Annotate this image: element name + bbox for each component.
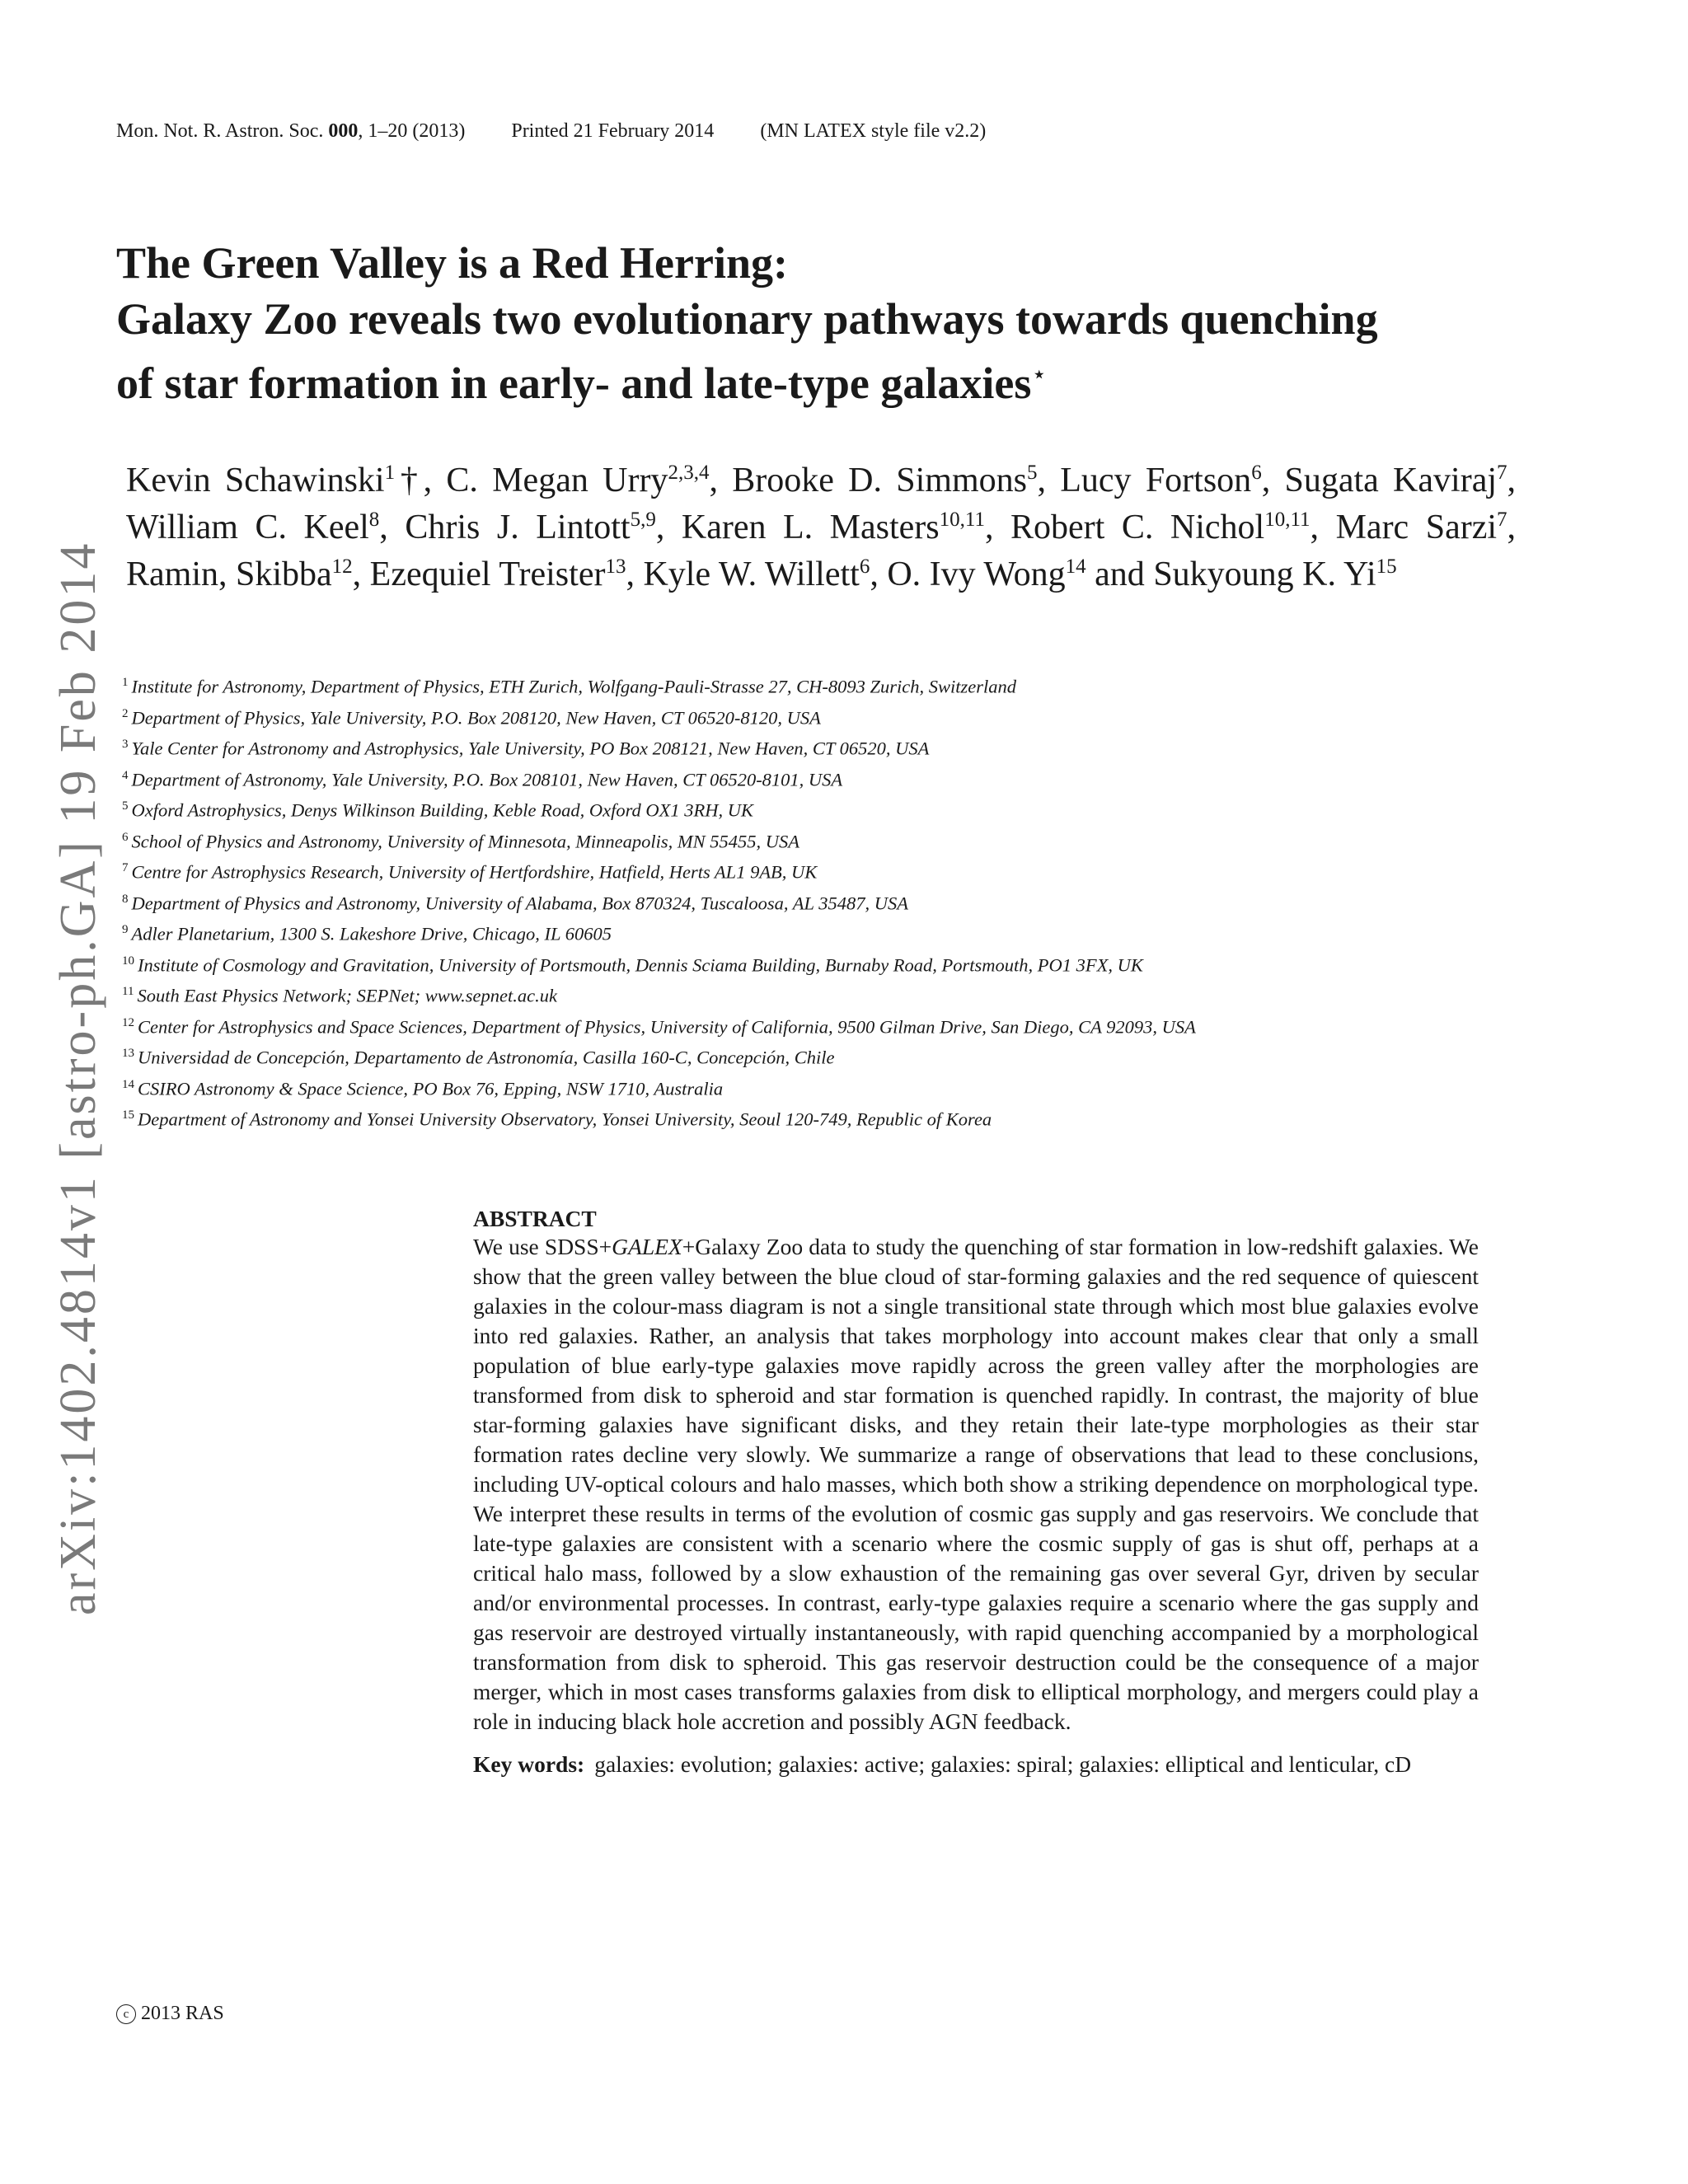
affiliation-text: Institute of Cosmology and Gravitation, University of Portsmouth, Dennis Sciama Building, Burnaby Road, Portsmouth, PO1 3FX, UK (138, 954, 1143, 975)
author-name: Marc Sarzi (1335, 509, 1498, 546)
affiliation-number: 10 (122, 954, 134, 968)
author-affiliation-ref: 7 (1497, 462, 1507, 484)
affiliation-text: Yale Center for Astronomy and Astrophysics, Yale University, PO Box 208121, New Haven, CT 06520, USA (131, 738, 930, 759)
copyright-symbol: c (116, 2004, 136, 2024)
affiliation-text: School of Physics and Astronomy, University of Minnesota, Minneapolis, MN 55455, USA (131, 831, 800, 851)
galex-italic: GALEX (612, 1234, 682, 1259)
affiliation-text: Universidad de Concepción, Departamento de Astronomía, Casilla 160-C, Concepción, Chile (138, 1047, 835, 1068)
affiliation-text: CSIRO Astronomy & Space Science, PO Box 76, Epping, NSW 1710, Australia (138, 1078, 724, 1099)
author-name: Sukyoung K. Yi (1153, 555, 1376, 593)
author-affiliation-ref: 1 (384, 462, 396, 484)
affiliation-number: 14 (122, 1077, 134, 1091)
author-name: Chris J. Lintott (405, 509, 631, 546)
affiliation-number: 12 (122, 1015, 134, 1029)
affiliation-text: Oxford Astrophysics, Denys Wilkinson Building, Keble Road, Oxford OX1 3RH, UK (131, 799, 754, 821)
author-list: Kevin Schawinski$^1$†, C. Megan Urry$^{2,3,4}$, Brooke D. Simmons$^5$, Lucy Fortson$^6$, Sugata Kaviraj$^7$, William C. Keel$^8$, Chris J. Lintott$^{5,9}$, Karen L. Masters$^{10,11}$, Robert C. Nichol$^{10,11}$, Marc Sarzi$^7$, Ramin, Skibba$^{12}$, Ezequiel Treister$^{13}$, Kyle W. Willett$^6$, O. Ivy Wong$^{14}$ and Sukyoung K. Yi$^{15}$ (126, 462, 1517, 593)
author-affiliation-ref: 10,11 (939, 509, 985, 531)
affiliation-text: Adler Planetarium, 1300 S. Lakeshore Drive, Chicago, IL 60605 (131, 923, 612, 944)
author-affiliation-ref: 12 (331, 555, 353, 578)
affiliation-number: 15 (122, 1108, 134, 1122)
author-affiliation-ref: 2,3,4 (668, 462, 710, 484)
author-name: C. Megan Urry (446, 462, 668, 499)
affiliation-item (122, 669, 1523, 701)
journal-header (116, 120, 1032, 143)
journal-volume: 000 (328, 120, 359, 142)
affiliation-item (122, 793, 1523, 824)
affiliation-number: 7 (122, 861, 129, 874)
keywords (473, 1750, 1479, 1779)
affiliation-text: Institute for Astronomy, Department of Physics, ETH Zurich, Wolfgang-Pauli-Strasse 27, CH-8093 Zurich, Switzerland (131, 676, 1017, 697)
author-name: Robert C. Nichol (1010, 509, 1265, 546)
keywords-label: Key words: (473, 1751, 585, 1777)
abstract-section (473, 1206, 1479, 1779)
printed-date: Printed 21 February 2014 (511, 120, 715, 142)
abstract-text: We use SDSS+GALEX+Galaxy Zoo data to study the quenching of star formation in low-redshift galaxies. We show that the green valley between the blue cloud of star-forming galaxies and the red sequence of quiescent galaxies in the colour-mass diagram is not a single transitional state through which most blue galaxies evolve into red galaxies. Rather, an analysis that takes morphology into account makes clear that only a small population of blue early-type galaxies move rapidly across the green valley after the morphologies are transformed from disk to spheroid and star formation is quenched rapidly. In contrast, the majority of blue star-forming galaxies have significant disks, and they retain their late-type morphologies as their star formation rates decline very slowly. We summarize a range of observations that lead to these conclusions, including UV-optical colours and halo masses, which both show a striking dependence on morphological type. We interpret these results in terms of the evolution of cosmic gas supply and gas reservoirs. We conclude that late-type galaxies are consistent with a scenario where the cosmic supply of gas is shut off, perhaps at a critical halo mass, followed by a slow exhaustion of the remaining gas over several Gyr, driven by secular and/or environmental processes. In contrast, early-type galaxies require a scenario where the gas supply and gas reservoir are destroyed virtually instantaneously, with rapid quenching accompanied by a morphological transformation from disk to spheroid. This gas reservoir destruction could be the consequence of a major merger, which in most cases transforms galaxies from disk to elliptical morphology, and mergers could play a role in inducing black hole accretion and possibly AGN feedback. (473, 1234, 1479, 1734)
affiliation-number: 2 (122, 706, 129, 720)
author-name: Karen L. Masters (681, 509, 940, 546)
author-affiliation-ref: 14 (1065, 555, 1086, 578)
affiliation-item (122, 701, 1523, 732)
arxiv-stamp[interactable]: arXiv:1402.4814v1 [astro-ph.GA] 19 Feb 2014 (50, 541, 106, 1615)
affiliation-text: Department of Physics and Astronomy, University of Alabama, Box 870324, Tuscaloosa, AL 35487, USA (131, 893, 908, 913)
copyright-text: 2013 RAS (141, 2003, 224, 2024)
affiliation-number: 1 (122, 676, 129, 689)
affiliation-number: 11 (122, 985, 134, 998)
author-affiliation-ref: 8 (368, 509, 380, 531)
affiliation-item (122, 1040, 1523, 1071)
affiliation-item (122, 916, 1523, 948)
affiliation-text: Centre for Astrophysics Research, University of Hertfordshire, Hatfield, Herts AL1 9AB, UK (131, 861, 818, 883)
author-affiliation-ref: 5 (1026, 462, 1038, 484)
author-name: Lucy Fortson (1060, 462, 1252, 499)
affiliation-text: Department of Astronomy and Yonsei University Observatory, Yonsei University, Seoul 120-749, Republic of Korea (138, 1108, 992, 1130)
affiliation-item (122, 1071, 1523, 1103)
affiliation-number: 8 (122, 892, 129, 906)
affiliation-item (122, 948, 1523, 979)
author-name: O. Ivy Wong (887, 555, 1066, 593)
copyright-notice (116, 2003, 224, 2025)
affiliation-number: 13 (122, 1047, 134, 1060)
title-footnote-mark: ⋆ (1031, 361, 1048, 388)
keywords-text: galaxies: evolution; galaxies: active; galaxies: spiral; galaxies: elliptical and lenticular, cD (594, 1751, 1412, 1777)
paper-title (116, 235, 1517, 411)
author-affiliation-ref: 10,11 (1264, 509, 1311, 531)
affiliation-text: Department of Physics, Yale University, P.O. Box 208120, New Haven, CT 06520-8120, USA (131, 707, 821, 728)
affiliation-item (122, 1010, 1523, 1041)
author-name: Kyle W. Willett (643, 555, 860, 593)
affiliation-item (122, 762, 1523, 794)
affiliation-number: 3 (122, 738, 129, 751)
author-name: Ezequiel Treister (369, 555, 606, 593)
abstract-heading: ABSTRACT (473, 1206, 597, 1231)
author-affiliation-ref: 6 (1251, 462, 1262, 484)
affiliation-number: 6 (122, 830, 129, 844)
title-line-1: The Green Valley is a Red Herring: (116, 238, 788, 288)
author-affiliation-ref: 13 (605, 555, 626, 578)
affiliation-item (122, 978, 1523, 1010)
author-name: Sugata Kaviraj (1284, 462, 1497, 499)
affiliation-item (122, 824, 1523, 855)
title-line-3: of star formation in early- and late-type galaxies⋆ (116, 359, 1048, 408)
author-affiliation-ref: 15 (1376, 555, 1397, 578)
affiliation-number: 9 (122, 923, 129, 936)
affiliation-item (122, 731, 1523, 762)
affiliation-item (122, 1102, 1523, 1133)
affiliation-text: Center for Astrophysics and Space Sciences, Department of Physics, University of California, 9500 Gilman Drive, San Diego, CA 92093, USA (138, 1016, 1196, 1037)
author-name: Kevin Schawinski (126, 462, 385, 499)
affiliation-list (122, 669, 1523, 1133)
affiliation-text: South East Physics Network; SEPNet; www.sepnet.ac.uk (137, 985, 557, 1006)
author-affiliation-ref: 6 (859, 555, 870, 578)
journal-citation: Mon. Not. R. Astron. Soc. 000, 1–20 (2013) (116, 120, 466, 142)
author-affiliation-ref: 7 (1497, 509, 1507, 531)
affiliation-item (122, 886, 1523, 917)
author-name: William C. Keel (126, 509, 369, 546)
affiliation-text: Department of Astronomy, Yale University, P.O. Box 208101, New Haven, CT 06520-8101, USA (131, 769, 843, 790)
affiliation-item (122, 855, 1523, 886)
affiliation-number: 5 (122, 799, 129, 813)
title-line-2: Galaxy Zoo reveals two evolutionary pathways towards quenching (116, 294, 1378, 344)
author-dagger-mark: † (395, 462, 424, 499)
author-affiliation-ref: 5,9 (630, 509, 656, 531)
affiliation-number: 4 (122, 768, 129, 782)
style-file-note: (MN LATEX style file v2.2) (760, 120, 987, 142)
author-name: Ramin, Skibba (126, 555, 332, 593)
author-conjunction: and (1095, 555, 1145, 593)
author-name: Brooke D. Simmons (732, 462, 1027, 499)
